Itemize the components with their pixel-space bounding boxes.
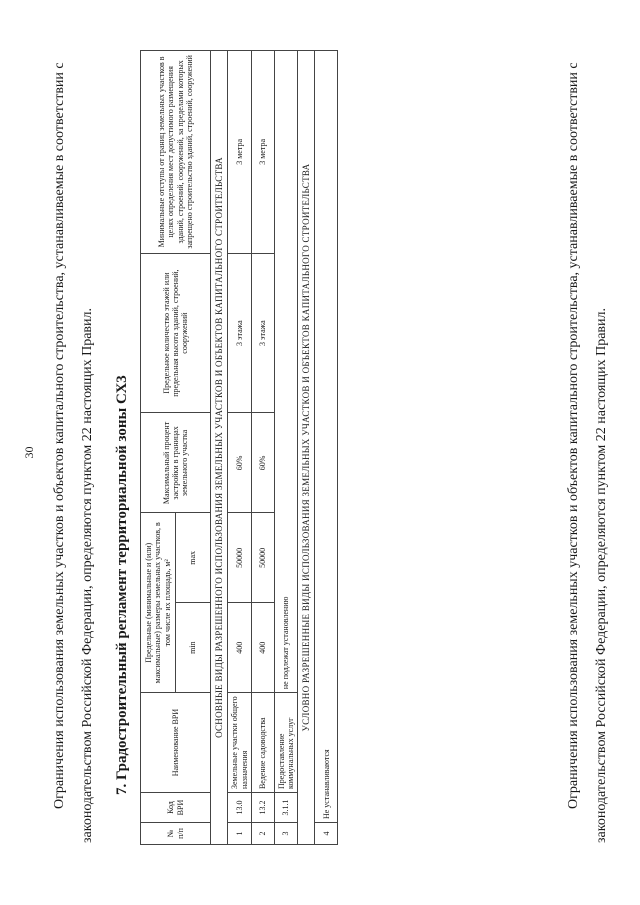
paragraph-restrictions-top bbox=[46, 43, 102, 843]
cell-setback: 3 метра bbox=[228, 51, 251, 254]
paragraph-restrictions-bottom bbox=[560, 43, 616, 843]
header-size: Предельные (минимальные и (или) максимальные) размеры земельных участков, в том числе их площадь, м² bbox=[141, 513, 176, 693]
cell-name: Не устанавливаются bbox=[315, 51, 338, 823]
cell-name: Ведение садоводства bbox=[251, 693, 274, 793]
header-min: min bbox=[176, 603, 211, 693]
header-setback: Минимальные отступы от границ земельных участков в целях определения мест допустимого размещения зданий, строений, сооружений, за пределами которых запрещено строительство зданий, строений, сооружений bbox=[141, 51, 211, 254]
section-main-label: ОСНОВНЫЕ ВИДЫ РАЗРЕШЕННОГО ИСПОЛЬЗОВАНИЯ ЗЕМЕЛЬНЫХ УЧАСТКОВ И ОБЪЕКТОВ КАПИТАЛЬНОГО СТРОИТЕЛЬСТВА bbox=[211, 51, 228, 845]
header-max: max bbox=[176, 513, 211, 603]
cell-num: 4 bbox=[315, 823, 338, 845]
cell-percent: 60% bbox=[251, 413, 274, 513]
section-title: 7. Градостроительный регламент территориальной зоны СХ3 bbox=[114, 375, 130, 795]
table-row bbox=[251, 51, 274, 845]
paragraph-top-text: Ограничения использования земельных участков и объектов капитального строительства, устанавливаемые в соответствии с законодательством Российской Федерации, определяются пунктом 22 настоящих Правил. bbox=[52, 62, 95, 843]
header-percent: Максимальный процент застройки в границах земельного участка bbox=[141, 413, 211, 513]
cell-setback: 3 метра bbox=[251, 51, 274, 254]
cell-name: Предоставление коммунальных услуг bbox=[274, 693, 297, 793]
header-name: Наименование ВРИ bbox=[141, 693, 211, 793]
table-row bbox=[228, 51, 251, 845]
cell-floors: 3 этажа bbox=[228, 253, 251, 413]
regulation-table bbox=[140, 50, 338, 845]
table-header-row bbox=[141, 51, 176, 845]
cell-min: 400 bbox=[251, 603, 274, 693]
paragraph-bottom-text: Ограничения использования земельных участков и объектов капитального строительства, устанавливаемые в соответствии с законодательством Российской Федерации, определяются пунктом 22 настоящих Правил. bbox=[566, 62, 609, 843]
cell-code: 13.0 bbox=[228, 793, 251, 823]
section-conditional-label: УСЛОВНО РАЗРЕШЕННЫЕ ВИДЫ ИСПОЛЬЗОВАНИЯ ЗЕМЕЛЬНЫХ УЧАСТКОВ И ОБЪЕКТОВ КАПИТАЛЬНОГО СТРОИТЕЛЬСТВА bbox=[298, 51, 315, 845]
cell-num: 1 bbox=[228, 823, 251, 845]
table-row bbox=[274, 51, 297, 845]
page-number: 30 bbox=[22, 446, 36, 459]
cell-code: 13.2 bbox=[251, 793, 274, 823]
section-row-main bbox=[211, 51, 228, 845]
cell-floors: 3 этажа bbox=[251, 253, 274, 413]
header-floors: Предельное количество этажей или предельная высота зданий, строений, сооружений bbox=[141, 253, 211, 413]
cell-percent: 60% bbox=[228, 413, 251, 513]
cell-max: 50000 bbox=[228, 513, 251, 603]
cell-code: 3.1.1 bbox=[274, 793, 297, 823]
cell-name: Земельные участки общего назначения bbox=[228, 693, 251, 793]
cell-num: 3 bbox=[274, 823, 297, 845]
cell-min: 400 bbox=[228, 603, 251, 693]
header-num: № п/п bbox=[141, 823, 211, 845]
table-row bbox=[315, 51, 338, 845]
cell-merged-not-applicable: не подлежат установлению bbox=[274, 51, 297, 693]
cell-num: 2 bbox=[251, 823, 274, 845]
cell-max: 50000 bbox=[251, 513, 274, 603]
section-row-conditional bbox=[298, 51, 315, 845]
header-code: Код ВРИ bbox=[141, 793, 211, 823]
